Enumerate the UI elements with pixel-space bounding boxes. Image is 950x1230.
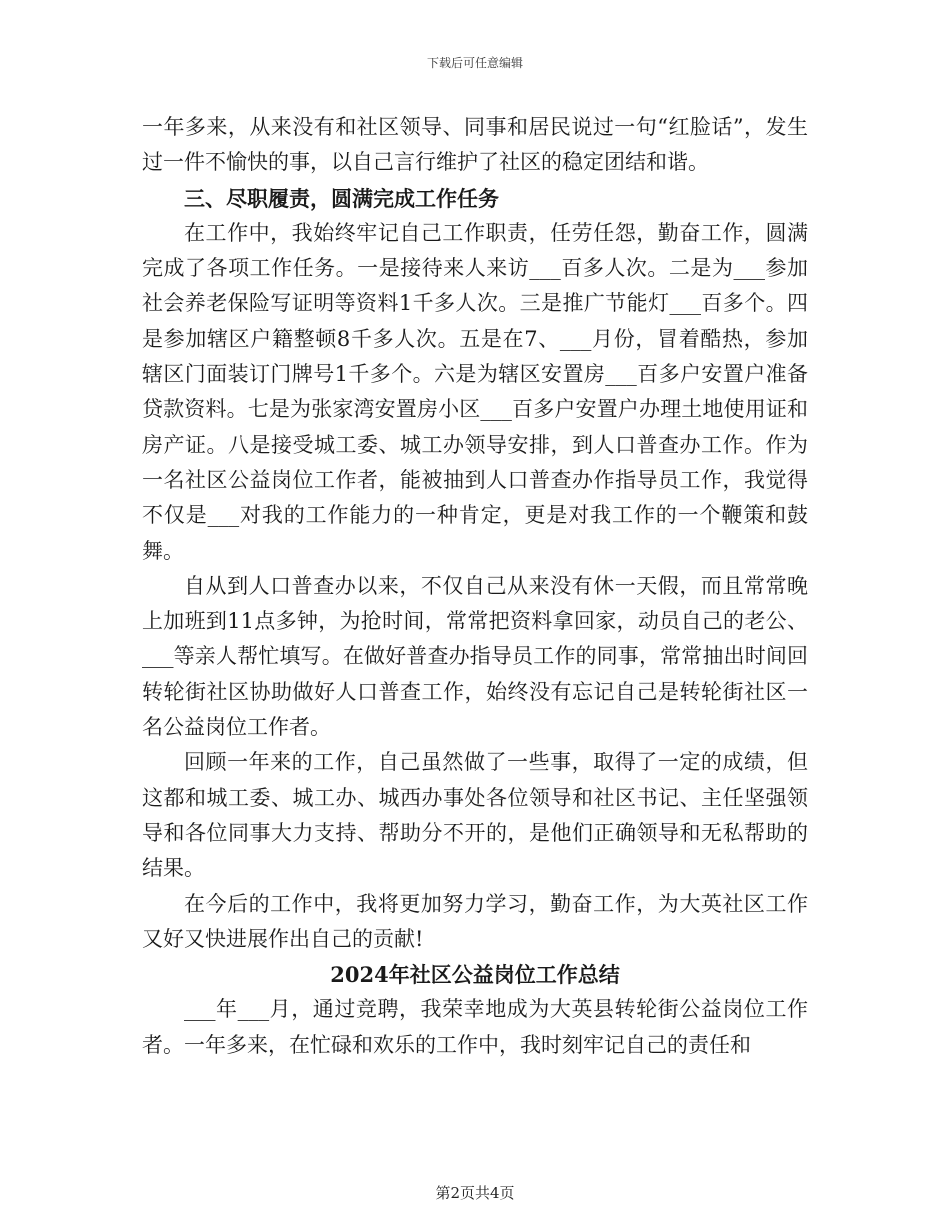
- document-body: [142, 110, 808, 1063]
- paragraph-review: 回顾一年来的工作，自己虽然做了一些事，取得了一定的成绩，但这都和城工委、城工办、城西办事处各位领导和社区书记、主任坚强领导和各位同事大力支持、帮助分不开的，是他们正确领导和无私帮助的结果。: [142, 750, 808, 881]
- page-footer: 第2页共4页: [435, 1184, 515, 1202]
- paragraph-census-office: 自从到人口普查办以来，不仅自己从来没有休一天假，而且常常晚上加班到11点多钟，为抢时间，常常把资料拿回家，动员自己的老公、___等亲人帮忙填写。在做好普查办指导员工作的同事，常常抽出时间回转轮街社区协助做好人口普查工作，始终没有忘记自己是转轮街社区一名公益岗位工作者。: [142, 573, 808, 740]
- section-heading: 三、尽职履责，圆满完成工作任务: [184, 185, 499, 211]
- paragraph-continuation: 一年多来，从来没有和社区领导、同事和居民说过一句“红脸话”，发生过一件不愉快的事，以自己言行维护了社区的稳定团结和谐。: [142, 115, 808, 175]
- paragraph-work-tasks: 在工作中，我始终牢记自己工作职责，任劳任怨，勤奋工作，圆满完成了各项工作任务。一是接待来人来访___百多人次。二是为___参加社会养老保险写证明等资料1千多人次。三是推广节能灯___百多个。四是参加辖区户籍整顿8千多人次。五是在7、___月份，冒着酷热，参加辖区门面装订门牌号1千多个。六是为辖区安置房___百多户安置户准备贷款资料。七是为张家湾安置房小区___百多户安置户办理土地使用证和房产证。八是接受城工委、城工办领导安排，到人口普查办工作。作为一名社区公益岗位工作者，能被抽到人口普查办作指导员工作，我觉得不仅是___对我的工作能力的一种肯定，更是对我工作的一个鞭策和鼓舞。: [142, 220, 808, 563]
- page-header: 下载后可任意编辑: [426, 56, 523, 70]
- document-title: 2024年社区公益岗位工作总结: [330, 962, 620, 988]
- paragraph-intro: ___年___月，通过竞聘，我荣幸地成为大英县转轮街公益岗位工作者。一年多来，在忙碌和欢乐的工作中，我时刻牢记自己的责任和: [142, 997, 808, 1057]
- paragraph-future: 在今后的工作中，我将更加努力学习，勤奋工作，为大英社区工作又好又快进展作出自己的贡献!: [142, 891, 808, 951]
